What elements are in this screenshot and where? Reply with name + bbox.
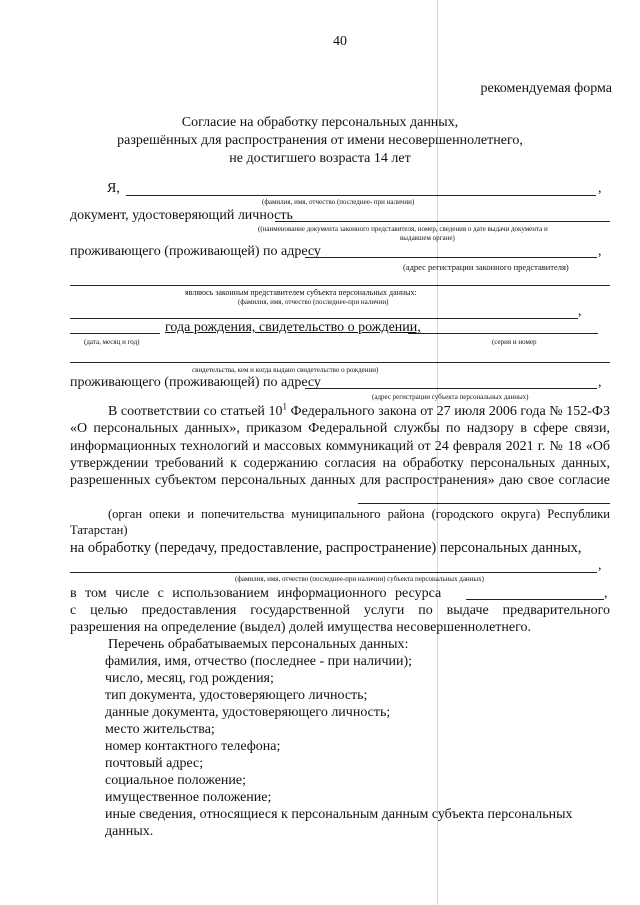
processing-text: на обработку (передачу, предоставление, распространение) персональных данных,	[70, 540, 582, 556]
legal-rep-field-line[interactable]	[70, 318, 578, 319]
title-line-2: разрешённых для распространения от имени несовершеннолетнего,	[117, 133, 523, 148]
rep-address-hint: (адрес регистрации законного представителя)	[403, 262, 569, 272]
title-line-1: Согласие на обработку персональных данных,	[181, 115, 459, 130]
birth-year-label: года рождения, свидетельство о рождении,	[165, 320, 421, 335]
residing-label: проживающего (проживающей) по адресу	[70, 244, 321, 259]
legal-rep-hint: (фамилия, имя, отчество (последнее-при наличии)	[238, 298, 389, 306]
doc-hint-1: ((наименование документа законного представителя, номер, сведения о дате выдачи документа и	[258, 225, 548, 233]
legal-rep-label: являюсь законным представителем субъекта персональных данных:	[185, 288, 417, 297]
resource-text: в том числе с использованием информационного ресурса	[70, 586, 442, 601]
list-item: данных.	[105, 824, 154, 839]
list-item: место жительства;	[105, 722, 215, 737]
residing-comma: ,	[598, 244, 602, 259]
legal-rep-comma: ,	[578, 304, 582, 319]
subject-fio-field-line[interactable]	[70, 572, 597, 573]
date-hint: (дата, месяц и год)	[84, 338, 140, 346]
fio-field-line[interactable]	[126, 195, 596, 196]
doc-hint-2: выдавшем органе)	[400, 234, 455, 242]
organ-field-line[interactable]	[358, 503, 610, 504]
rep-address-field-line[interactable]	[305, 257, 597, 258]
document-label: документ, удостоверяющий личность	[70, 208, 293, 223]
purpose-text: с целью предоставления государственной услуги по выдаче предварительного разрешения на определение (выдел) долей имущества несовершеннолетнего.	[70, 603, 610, 636]
page-number: 40	[333, 34, 347, 49]
list-item: номер контактного телефона;	[105, 739, 281, 754]
list-item: иные сведения, относящиеся к персональным данным субъекта персональных	[105, 807, 573, 822]
series-hint: (серия и номер	[492, 338, 537, 346]
residing2-label: проживающего (проживающей) по адресу	[70, 375, 321, 390]
subject-fio-hint: (фамилия, имя, отчество (последнее-при наличии) субъекта персональных данных)	[235, 575, 484, 583]
blank-line-1[interactable]	[70, 285, 610, 286]
ya-label: Я,	[107, 181, 120, 196]
subject-address-field-line[interactable]	[305, 388, 597, 389]
consent-paragraph: В соответствии со статьей $10^1$ Федерального закона от 27 июля 2006 года № 152-ФЗ «О персональных данных», приказом Федеральной службы по надзору в сфере связи, информационных технологий и массовых коммуникаций от 24 февраля 2021 г. № 18 «Об утверждении требований к содержанию согласия на обработку персональных данных, разрешенных субъектом персональных данных для распространения» даю свое согласие	[70, 401, 610, 489]
list-item: социальное положение;	[105, 773, 247, 788]
list-item: данные документа, удостоверяющего личность;	[105, 705, 391, 720]
ya-comma: ,	[598, 181, 602, 196]
resource-comma: ,	[604, 586, 608, 601]
processing-comma: ,	[598, 558, 602, 573]
organ-hint: (орган опеки и попечительства муниципального района (городского округа) Республики Татарстан)	[70, 507, 610, 537]
fio-hint: (фамилия, имя, отчество (последнее- при наличии)	[262, 198, 415, 206]
list-item: фамилия, имя, отчество (последнее - при наличии);	[105, 654, 413, 669]
subject-address-hint: (адрес регистрации субъекта персональных данных)	[372, 393, 529, 401]
list-item: число, месяц, год рождения;	[105, 671, 274, 686]
document-field-line[interactable]	[275, 221, 610, 222]
list-item: тип документа, удостоверяющего личность;	[105, 688, 368, 703]
list-item: имущественное положение;	[105, 790, 272, 805]
birth-cert-field-line[interactable]	[70, 362, 610, 363]
title-line-3: не достигшего возраста 14 лет	[229, 151, 411, 166]
birth-cert-series-line[interactable]	[408, 333, 598, 334]
list-heading: Перечень обрабатываемых персональных данных:	[108, 637, 409, 652]
cert-hint: свидетельства, кем и когда выдано свидетельство о рождении)	[192, 366, 379, 374]
birth-date-field-line[interactable]	[70, 333, 160, 334]
residing2-comma: ,	[598, 375, 602, 390]
form-note: рекомендуемая форма	[480, 81, 612, 96]
resource-field-line[interactable]	[466, 599, 604, 600]
list-item: почтовый адрес;	[105, 756, 204, 771]
